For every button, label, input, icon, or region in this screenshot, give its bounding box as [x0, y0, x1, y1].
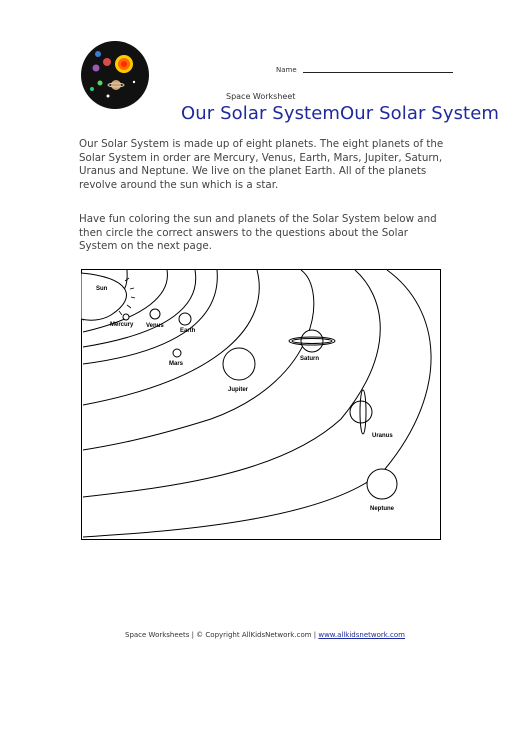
venus-label: Venus: [146, 323, 164, 329]
name-label: Name: [276, 66, 297, 74]
neptune-icon: [367, 469, 397, 499]
mars-icon: [173, 349, 181, 357]
sun-label: Sun: [96, 286, 108, 292]
title-echo: Our Solar System: [340, 103, 500, 124]
uranus-icon: [350, 401, 372, 423]
jupiter-label: Jupiter: [228, 387, 249, 393]
footer-link[interactable]: www.allkidsnetwork.com: [318, 631, 405, 639]
earth-label: Earth: [180, 328, 196, 334]
name-field[interactable]: [276, 66, 453, 74]
diagram-frame: [82, 270, 441, 540]
page-title: [181, 103, 499, 124]
name-line[interactable]: [303, 72, 453, 73]
saturn-label: Saturn: [300, 356, 320, 362]
solar-system-logo-icon: [80, 40, 150, 110]
mars-label: Mars: [169, 361, 184, 367]
worksheet-subtitle: Space Worksheet: [226, 92, 296, 101]
title-main: Our Solar System: [181, 103, 341, 124]
page-footer: [0, 631, 530, 639]
earth-icon: [179, 313, 191, 325]
instruction-paragraph: Have fun coloring the sun and planets of the Solar System below and then circle the correct answers to the questions about the Solar System on the next page.: [79, 213, 437, 253]
mercury-icon: [123, 314, 129, 320]
neptune-label: Neptune: [370, 506, 394, 512]
mercury-label: Mercury: [110, 322, 134, 328]
saturn-icon: [301, 330, 323, 352]
uranus-label: Uranus: [372, 433, 393, 439]
venus-icon: [150, 309, 160, 319]
jupiter-icon: [223, 348, 255, 380]
solar-system-diagram: [81, 269, 441, 540]
intro-paragraph: Our Solar System is made up of eight planets. The eight planets of the Solar System in order are Mercury, Venus, Earth, Mars, Jupiter, Saturn, Uranus and Neptune. We live on the planet Earth. All of the planets revolve around the sun which is a star.: [79, 138, 444, 191]
footer-text: Space Worksheets | © Copyright AllKidsNetwork.com |: [125, 631, 319, 639]
